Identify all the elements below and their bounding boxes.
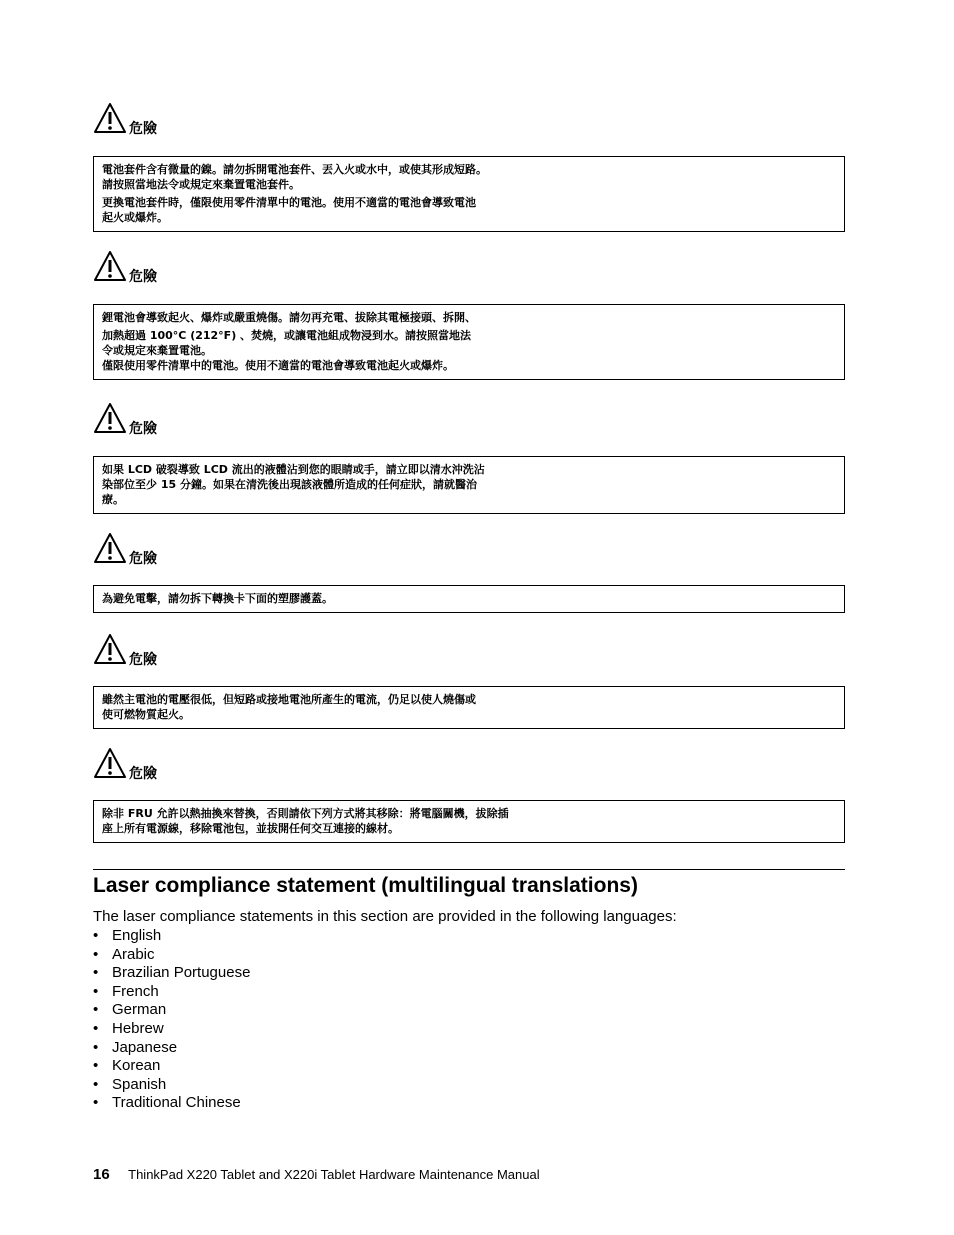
list-item: • Hebrew	[93, 1020, 250, 1039]
warning-triangle-icon	[93, 250, 127, 282]
danger-notice-1	[93, 102, 845, 232]
section-divider	[93, 869, 845, 870]
danger-notice-3	[93, 402, 845, 514]
page-number: 16	[93, 1166, 110, 1183]
list-item: • Korean	[93, 1057, 250, 1076]
warning-triangle-icon	[93, 402, 127, 434]
section-title: Laser compliance statement (multilingual translations)	[93, 874, 638, 897]
danger-label: 危險	[129, 121, 157, 137]
danger-text: 為避免電擊，請勿拆下轉換卡下面的塑膠護蓋。	[102, 592, 333, 605]
manual-title: ThinkPad X220 Tablet and X220i Tablet Hardware Maintenance Manual	[128, 1167, 540, 1182]
list-item: • Japanese	[93, 1039, 250, 1058]
danger-label: 危險	[129, 766, 157, 782]
danger-notice-6	[93, 747, 845, 843]
danger-box	[93, 456, 845, 514]
danger-heading	[93, 532, 845, 568]
section-intro: The laser compliance statements in this section are provided in the following languages:	[93, 908, 677, 925]
warning-triangle-icon	[93, 747, 127, 779]
warning-triangle-icon	[93, 633, 127, 665]
list-item: • Traditional Chinese	[93, 1094, 250, 1113]
danger-text: 更換電池套件時，僅限使用零件清單中的電池。使用不適當的電池會導致電池 起火或爆炸。	[102, 196, 476, 224]
danger-heading	[93, 250, 845, 286]
danger-box	[93, 686, 845, 729]
danger-heading	[93, 633, 845, 669]
list-item: • English	[93, 927, 250, 946]
danger-box	[93, 304, 845, 380]
danger-box	[93, 585, 845, 613]
list-item: • French	[93, 983, 250, 1002]
page-footer	[93, 1166, 540, 1184]
danger-box	[93, 156, 845, 232]
danger-notice-2	[93, 250, 845, 380]
list-item: • Arabic	[93, 946, 250, 965]
danger-text: 電池套件含有微量的鎳。請勿拆開電池套件、丟入火或水中，或使其形成短路。 請按照當地法令或規定來棄置電池套件。	[102, 163, 487, 191]
danger-notice-4	[93, 532, 845, 613]
danger-label: 危險	[129, 269, 157, 285]
danger-label: 危險	[129, 652, 157, 668]
list-item: • Spanish	[93, 1076, 250, 1095]
danger-label: 危險	[129, 551, 157, 567]
list-item: • Brazilian Portuguese	[93, 964, 250, 983]
danger-box	[93, 800, 845, 843]
warning-triangle-icon	[93, 102, 127, 134]
danger-text: 雖然主電池的電壓很低，但短路或接地電池所產生的電流，仍足以使人燒傷或 使可燃物質起火。	[102, 693, 476, 721]
danger-text: 鋰電池會導致起火、爆炸或嚴重燒傷。請勿再充電、拔除其電極接頭、拆開、	[102, 311, 476, 324]
list-item: • German	[93, 1001, 250, 1020]
danger-text: 如果 LCD 破裂導致 LCD 流出的液體沾到您的眼睛或手，請立即以清水沖洗沾 染部位至少 15 分鐘。如果在清洗後出現該液體所造成的任何症狀，請就醫治 療。	[102, 463, 485, 506]
danger-heading	[93, 747, 845, 783]
danger-text: 除非 FRU 允許以熱抽換來替換，否則請依下列方式將其移除：將電腦關機，拔除插 座上所有電源線，移除電池包，並拔開任何交互連接的線材。	[102, 807, 509, 835]
danger-heading	[93, 102, 845, 138]
danger-text: 加熱超過 100°C (212°F) 、焚燒，或讓電池組成物浸到水。請按照當地法 令或規定來棄置電池。 僅限使用零件清單中的電池。使用不適當的電池會導致電池起火或爆炸。	[102, 329, 472, 372]
danger-heading	[93, 402, 845, 438]
danger-label: 危險	[129, 421, 157, 437]
language-list	[93, 927, 250, 1113]
danger-notice-5	[93, 633, 845, 729]
warning-triangle-icon	[93, 532, 127, 564]
